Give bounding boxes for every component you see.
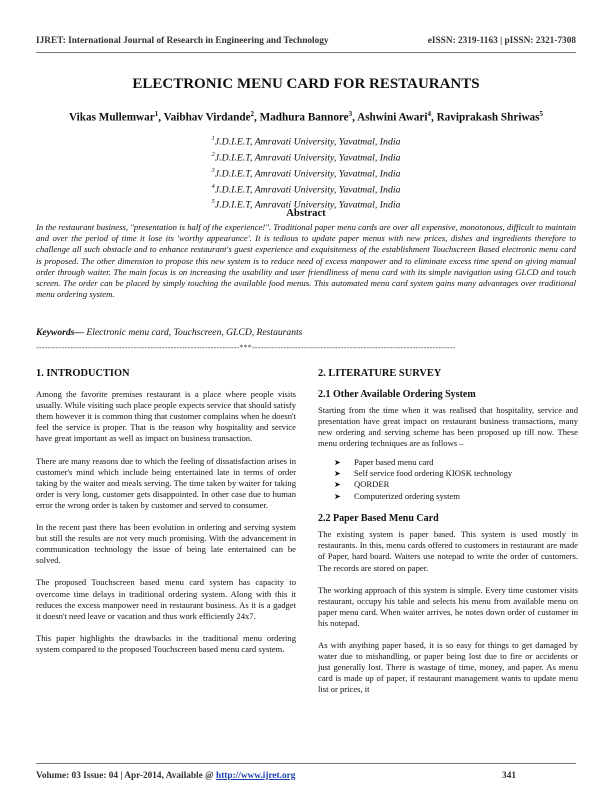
list-item: ➤ Computerized ordering system [334, 490, 460, 501]
list-item: ➤ Self service food ordering KIOSK technology [334, 467, 513, 478]
affiliation-line [36, 181, 576, 197]
arrow-bullet-icon: ➤ [334, 457, 341, 467]
intro-paragraph: Among the favorite premises restaurant is a place where people visits usually. While visiting such place people expects service that should satisfy them however it is common thing that customer complains when he doesn't feel the service is proper. That is the reason why hospitality and service have great important as well as impact on business transaction. [36, 389, 296, 444]
arrow-bullet-icon: ➤ [334, 468, 341, 478]
subsection-paragraph: Starting from the time when it was realised that hospitality, service and presentation have great impact on restaurant business transactions, many new ordering and serving scheme has been proposed up till now. These menu ordering techniques are as follows – [318, 405, 578, 449]
intro-paragraph: The proposed Touchscreen based menu card system has capacity to overcome time delays in traditional ordering system. Along with this it reduces the excess manpower need in restaurant business. As it is a gadget it doesn't need leave or vacation and thus work efficiently 24x7. [36, 577, 296, 621]
subsection-heading: 2.1 Other Available Ordering System [318, 389, 476, 401]
arrow-bullet-icon: ➤ [334, 480, 341, 490]
author-superscript: 5 [539, 110, 543, 118]
author-name: Vaibhav Virdande [163, 111, 251, 124]
running-footer [36, 771, 576, 781]
affiliation-superscript: 3 [211, 166, 215, 174]
list-item: ➤ QORDER [334, 479, 390, 490]
author-superscript: 3 [348, 110, 353, 118]
affiliation-line [36, 133, 576, 149]
author-name: Vikas Mullemwar [69, 111, 155, 124]
affiliation-superscript: 5 [211, 198, 215, 206]
author-name: Raviprakash Shriwas [436, 111, 540, 124]
intro-paragraph: In the recent past there has been evolution in ordering and serving system but still the results are not very much promising. With the advancement in communication technology the issue of being late entertained can be solved. [36, 522, 296, 566]
journal-link[interactable]: http://www.ijret.org [216, 771, 296, 781]
subsection-heading: 2.2 Paper Based Menu Card [318, 513, 439, 525]
journal-name: IJRET: International Journal of Research in Engineering and Technology [36, 36, 329, 46]
affiliation-superscript: 2 [211, 150, 215, 158]
right-column [318, 368, 578, 707]
section-separator: -----------------------------------------------------------------------***----------------------------------------------------------------------- [36, 343, 456, 352]
affiliation-superscript: 1 [211, 135, 215, 142]
literature-survey-heading: 2. LITERATURE SURVEY [318, 368, 442, 379]
keywords-text: Electronic menu card, Touchscreen, GLCD, Restaurants [86, 327, 303, 338]
issn: eISSN: 2319-1163 | pISSN: 2321-7308 [427, 36, 576, 46]
subsection-paragraph: The working approach of this system is simple. Every time customer visits restaurant, occupy his table and selects his menu from available menu on paper menu card. When waiter arrives, he notes down order of customer in his notepad. [318, 584, 578, 628]
affiliation-text: J.D.I.E.T, Amravati University, Yavatmal, India [214, 167, 401, 179]
page-number: 341 [502, 771, 516, 781]
left-column [36, 368, 296, 666]
affiliation-line [36, 149, 576, 165]
ordering-system-list [318, 457, 578, 503]
author-superscript: 2 [250, 110, 255, 118]
author-list: Vikas Mullemwar$^1$, Vaibhav Virdande$^2$, Madhura Bannore$^3$, Ashwini Awari$^4$, Raviprakash Shriwas$^5$ [69, 110, 543, 124]
author-name: Ashwini Awari [357, 111, 428, 124]
subsection-paragraph: The existing system is paper based. This system is used mostly in restaurants. In this, menu cards offered to customers in restaurant are made of Paper, hard board. Waiters use notepad to write the order of customers. The records are stored on paper. [318, 529, 578, 573]
intro-paragraph: There are many reasons due to which the feeling of dissatisfaction arises in customer's mind which include being entertained late in terms of order taking by the waiter and meals serving. The time taken by waiter for taking order is very long, customer gets disappointed. In other case due to human error the wrong order is taken by customer and served to consumer. [36, 455, 296, 510]
author-name: Madhura Bannore [259, 111, 349, 124]
subsection-paragraph: As with anything paper based, it is so easy for things to get damaged by water due to mishandling, or paper being lost due to fire or accidents or just generally lost. There is wastage of time, money, and paper. As menu card is made up of paper, if restaurant management wants to update menu list or prices, it [318, 640, 578, 695]
affiliation-superscript: 4 [211, 182, 215, 190]
author-superscript: 4 [427, 110, 431, 118]
affiliation-text: J.D.I.E.T, Amravati University, Yavatmal, India [214, 136, 401, 148]
keywords-dash: — [74, 327, 87, 338]
affiliation-list [36, 133, 576, 212]
arrow-bullet-icon: ➤ [334, 491, 341, 501]
keywords [36, 327, 576, 338]
keywords-label: Keywords [36, 327, 75, 338]
intro-heading: 1. INTRODUCTION [36, 368, 130, 379]
abstract-heading: Abstract [286, 208, 326, 219]
footer-text: Volume: 03 Issue: 04 | Apr-2014, Available @ [36, 771, 217, 781]
affiliation-text: J.D.I.E.T, Amravati University, Yavatmal, India [214, 183, 401, 195]
running-header [36, 36, 576, 46]
footer-rule [36, 763, 576, 764]
intro-paragraph: This paper highlights the drawbacks in the traditional menu ordering system compared to the proposed Touchscreen based menu card system. [36, 632, 296, 654]
paper-title: ELECTRONIC MENU CARD FOR RESTAURANTS [132, 76, 480, 92]
abstract-text: In the restaurant business, "presentation is half of the experience!". Traditional paper menu cards are over all expensive, monotonous, difficult to maintain and over the period of time it lose its 'worthy appearance'. It is tedious to update paper menus with new prices, dishes and ingredients therefore to challenge all such obstacle and to enhance restaurant's guest experience and exquisiteness of the establishment Touchscreen Based electronic menu card is proposed. The other dimension to propose this new system is to reduce need of excess manpower and to eliminate excess time spend on giving manual order through waiter. The main focus is on increasing the usability and user friendliness of menu card with its simple navigation using GLCD and touch screen. The order can be placed by simply touching the available food menus. This automated menu card system gains many advantages over traditional menu ordering system. [36, 222, 576, 300]
list-item: ➤ Paper based menu card [334, 456, 434, 467]
affiliation-text: J.D.I.E.T, Amravati University, Yavatmal, India [214, 152, 401, 164]
header-rule [36, 52, 576, 53]
affiliation-line [36, 165, 576, 181]
author-superscript: 1 [154, 110, 159, 118]
affiliation-text: J.D.I.E.T, Amravati University, Yavatmal, India [214, 199, 401, 211]
